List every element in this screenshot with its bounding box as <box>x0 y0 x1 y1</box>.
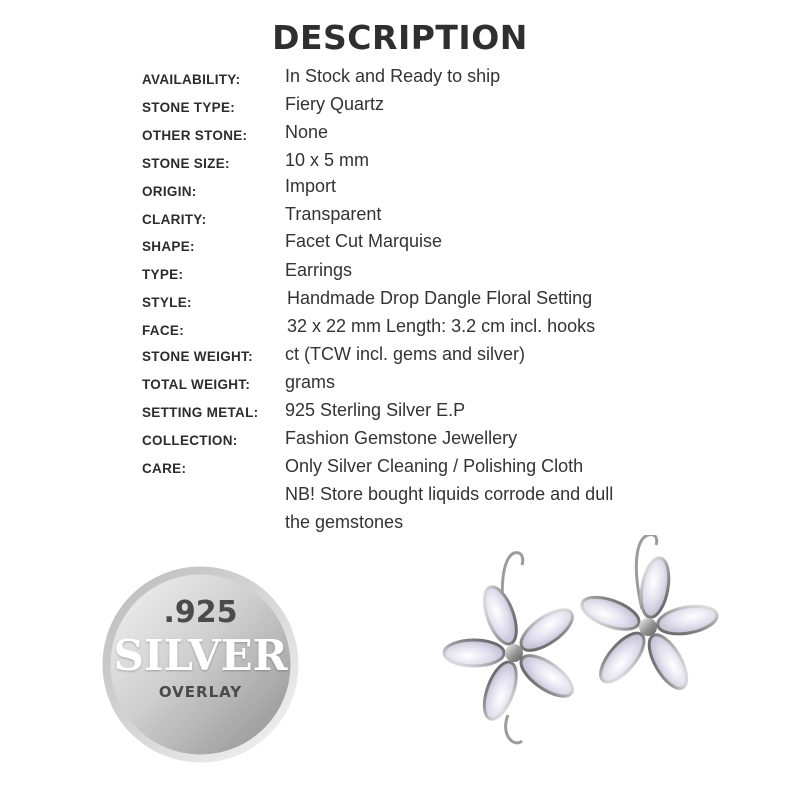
spec-row-stone-type <box>0 94 800 122</box>
spec-value: ct (TCW incl. gems and silver) <box>285 344 526 364</box>
spec-row-availability <box>0 66 800 94</box>
spec-value: 32 x 22 mm Length: 3.2 cm incl. hooks <box>287 316 596 336</box>
spec-row-setting-metal <box>0 400 800 428</box>
spec-value: Fiery Quartz <box>285 94 385 114</box>
spec-label: STYLE: <box>142 295 192 310</box>
spec-value: Transparent <box>285 204 382 224</box>
spec-row-face <box>0 316 800 344</box>
spec-value: Handmade Drop Dangle Floral Setting <box>287 288 593 308</box>
spec-value: 925 Sterling Silver E.P <box>285 400 466 420</box>
spec-row-shape <box>0 231 800 259</box>
spec-row-stone-size <box>0 150 800 178</box>
spec-row-clarity <box>0 204 800 232</box>
badge-purity: .925 <box>163 595 238 630</box>
spec-value: Only Silver Cleaning / Polishing Cloth <box>285 456 584 476</box>
spec-value: Fashion Gemstone Jewellery <box>285 428 518 448</box>
spec-label: ORIGIN: <box>142 184 197 199</box>
spec-label: COLLECTION: <box>142 433 238 448</box>
spec-label: CLARITY: <box>142 212 207 227</box>
spec-row-other-stone <box>0 122 800 150</box>
spec-label: CARE: <box>142 461 187 476</box>
left-earring <box>444 553 579 743</box>
spec-row-style <box>0 288 800 316</box>
silver-overlay-badge <box>101 565 300 764</box>
page-title: DESCRIPTION <box>272 18 528 57</box>
spec-value: None <box>285 122 329 142</box>
earrings-product-image <box>436 535 726 785</box>
spec-label: STONE TYPE: <box>142 100 236 115</box>
care-note: NB! Store bought liquids corrode and dull <box>285 484 614 504</box>
badge-metal: SILVER <box>113 631 288 680</box>
badge-finish: OVERLAY <box>158 683 243 701</box>
care-note-line-1 <box>0 484 800 512</box>
spec-row-total-weight <box>0 372 800 400</box>
spec-value: Earrings <box>285 260 353 280</box>
right-earring <box>578 535 719 694</box>
spec-label: STONE SIZE: <box>142 156 230 171</box>
spec-row-care <box>0 456 800 484</box>
spec-value: 10 x 5 mm <box>285 150 370 170</box>
spec-value: grams <box>285 372 336 392</box>
spec-value: Facet Cut Marquise <box>285 231 443 251</box>
spec-label: STONE WEIGHT: <box>142 349 253 364</box>
care-note: the gemstones <box>285 512 404 532</box>
spec-value: In Stock and Ready to ship <box>285 66 501 86</box>
spec-label: TOTAL WEIGHT: <box>142 377 251 392</box>
spec-row-type <box>0 260 800 288</box>
spec-label: OTHER STONE: <box>142 128 248 143</box>
spec-row-stone-weight <box>0 344 800 372</box>
spec-value: Import <box>285 176 337 196</box>
spec-row-origin <box>0 176 800 204</box>
spec-label: TYPE: <box>142 267 184 282</box>
spec-row-collection <box>0 428 800 456</box>
spec-label: FACE: <box>142 323 184 338</box>
spec-label: AVAILABILITY: <box>142 72 241 87</box>
spec-label: SHAPE: <box>142 239 195 254</box>
spec-label: SETTING METAL: <box>142 405 259 420</box>
